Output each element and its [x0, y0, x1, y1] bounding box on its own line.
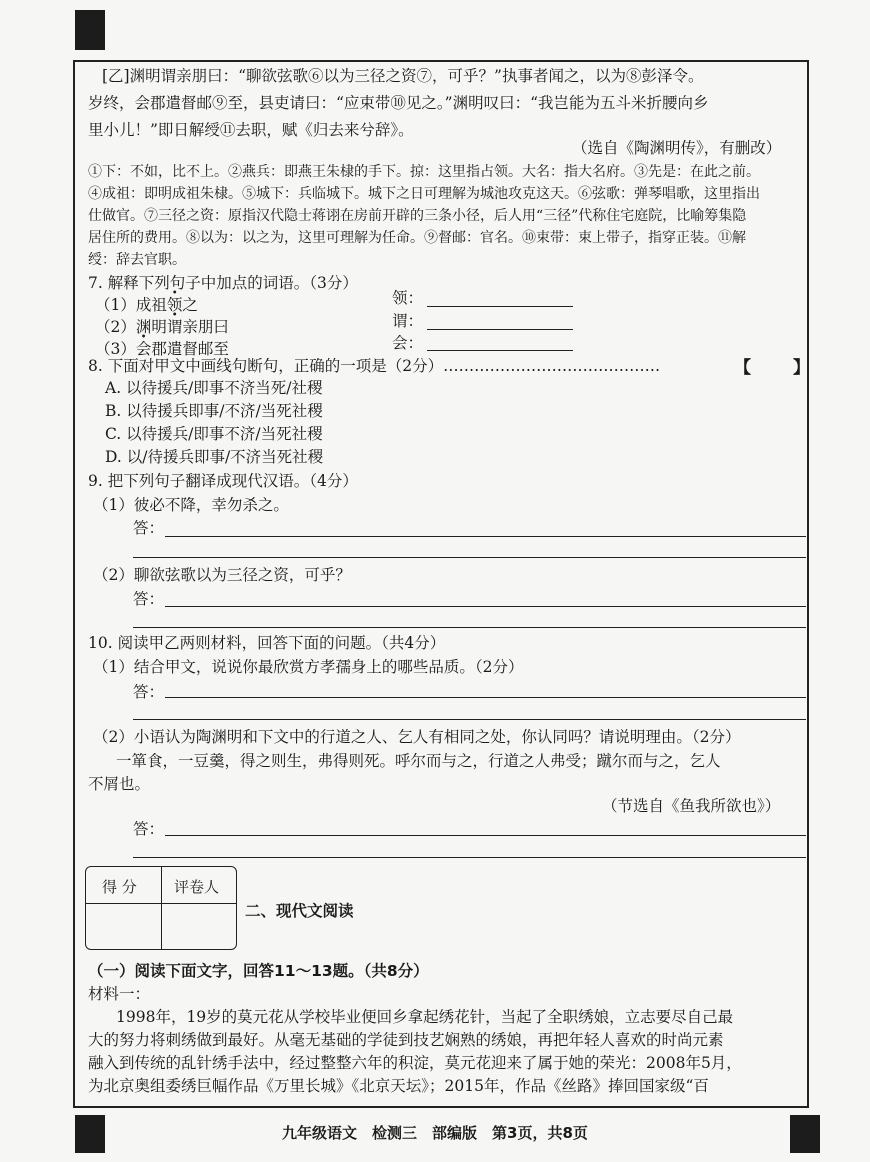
dotted-word: 谓 — [166, 318, 183, 336]
option-c[interactable]: C. 以待援兵/即事不济/当死社稷 — [105, 425, 323, 443]
answer-line[interactable] — [133, 557, 806, 558]
passage-source: （选自《陶渊明传》，有删改） — [572, 139, 782, 157]
item-text: 成祖 — [135, 296, 167, 314]
note-line: 仕做官。⑦三径之资：原指汉代隐士蒋诩在房前开辟的三条小径，后人用“三径”代称住宅庭院，比喻筹集隐 — [88, 208, 747, 224]
answer-line[interactable] — [165, 697, 806, 698]
answer-line[interactable] — [133, 627, 806, 628]
option-a[interactable]: A. 以待援兵/即事不济当死/社稷 — [105, 379, 323, 397]
q7-label-2: 谓： — [392, 312, 424, 330]
q9-sentence-1: （1）彼必不降，幸勿杀之。 — [93, 496, 289, 514]
score-table — [85, 866, 237, 950]
dotted-word: 会 — [135, 340, 152, 358]
note-line: 居住所的费用。⑧以为：以之为，这里可理解为任命。⑨督邮：官名。⑩束带：束上带子，指穿正装。⑪解 — [88, 230, 746, 246]
option-d[interactable]: D. 以/待援兵即事/不济当死社稷 — [105, 448, 324, 466]
passage-line: [乙]渊明谓亲朋曰：“聊欲弦歌⑥以为三径之资⑦，可乎？”执事者闻之，以为⑧彭泽令。 — [102, 67, 704, 85]
question-8-title: 8. 下面对甲文中画线句断句，正确的一项是（2分）…………………………………… — [88, 357, 661, 375]
item-text: 亲朋曰 — [182, 318, 229, 336]
q9-sentence-2: （2）聊欲弦歌以为三径之资，可乎？ — [93, 566, 351, 584]
answer-label: 答： — [133, 590, 165, 608]
quote-source: （节选自《鱼我所欲也》） — [602, 797, 781, 815]
passage-line: 岁终，会郡遣督邮⑨至，县吏请曰：“应束带⑩见之。”渊明叹曰：“我岂能为五斗米折腰向乡 — [88, 94, 709, 112]
answer-label: 答： — [133, 820, 165, 838]
answer-line[interactable] — [133, 719, 806, 720]
question-10-title: 10. 阅读甲乙两则材料，回答下面的问题。（共4分） — [88, 634, 446, 652]
question-7-title: 7. 解释下列句子中加点的词语。（3分） — [88, 274, 358, 292]
answer-label: 答： — [133, 519, 165, 537]
answer-line[interactable] — [165, 835, 806, 836]
score-header: 得 分 — [102, 878, 137, 896]
article-line: 大的努力将刺绣做到最好。从毫无基础的学徒到技艺娴熟的绣娘，再把年轻人喜欢的时尚元素 — [88, 1031, 724, 1049]
q7-label-1: 领： — [392, 289, 424, 307]
subsection-title: （一）阅读下面文字，回答11～13题。（共8分） — [88, 962, 429, 980]
q7-item-1 — [95, 294, 198, 316]
grader-header: 评卷人 — [174, 878, 220, 896]
note-line: 绶：辞去官职。 — [88, 252, 186, 268]
quote-line: 不屑也。 — [88, 775, 151, 793]
page-footer: 九年级语文 检测三 部编版 第3页，共8页 — [282, 1124, 588, 1142]
registration-mark-top-left — [75, 10, 105, 50]
section-title: 二、现代文阅读 — [245, 902, 354, 920]
quote-line: 一箪食，一豆羹，得之则生，弗得则死。呼尔而与之，行道之人弗受；蹴尔而与之，乞人 — [116, 752, 721, 770]
answer-line[interactable] — [165, 536, 806, 537]
item-text: 之 — [182, 296, 198, 314]
item-text: 渊明 — [135, 318, 167, 336]
answer-line[interactable] — [427, 350, 573, 351]
answer-bracket-left[interactable]: 【 — [734, 358, 751, 378]
answer-line[interactable] — [165, 606, 806, 607]
answer-line[interactable] — [427, 306, 573, 307]
item-number: （1） — [95, 296, 136, 314]
article-line: 融入到传统的乱针绣手法中，经过整整六年的积淀，莫元花迎来了属于她的荣光：2008年5月， — [88, 1054, 742, 1072]
q7-item-2 — [95, 316, 229, 338]
material-label: 材料一： — [88, 985, 151, 1003]
item-number: （2） — [95, 318, 136, 336]
question-9-title: 9. 把下列句子翻译成现代汉语。（4分） — [88, 472, 358, 490]
note-line: ④成祖：即明成祖朱棣。⑤城下：兵临城下。城下之日可理解为城池攻克这天。⑥弦歌：弹琴唱歌，这里指出 — [88, 186, 760, 202]
article-line: 为北京奥组委绣巨幅作品《万里长城》《北京天坛》；2015年，作品《丝路》捧回国家级“百 — [88, 1077, 709, 1095]
passage-line: 里小儿！”即日解绶⑪去职，赋《归去来兮辞》。 — [88, 121, 414, 139]
q7-label-3: 会： — [392, 334, 424, 352]
answer-bracket-right[interactable]: 】 — [793, 358, 810, 378]
answer-line[interactable] — [133, 857, 806, 858]
note-line: ①下：不如，比不上。②燕兵：即燕王朱棣的手下。掠：这里指占领。大名：指大名府。③先是：在此之前。 — [88, 164, 760, 180]
q10-sub-1: （1）结合甲文，说说你最欣赏方孝孺身上的哪些品质。（2分） — [93, 658, 524, 676]
option-b[interactable]: B. 以待援兵即事/不济/当死社稷 — [105, 402, 323, 420]
item-number: （3） — [95, 340, 136, 358]
q10-sub-2: （2）小语认为陶渊明和下文中的行道之人、乞人有相同之处，你认同吗？请说明理由。（2分） — [93, 728, 741, 746]
dotted-word: 领 — [166, 296, 183, 314]
answer-line[interactable] — [427, 329, 573, 330]
answer-label: 答： — [133, 683, 165, 701]
article-line: 1998年，19岁的莫元花从学校毕业便回乡拿起绣花针，当起了全职绣娘，立志要尽自己最 — [116, 1008, 734, 1026]
item-text: 郡遣督邮至 — [151, 340, 229, 358]
